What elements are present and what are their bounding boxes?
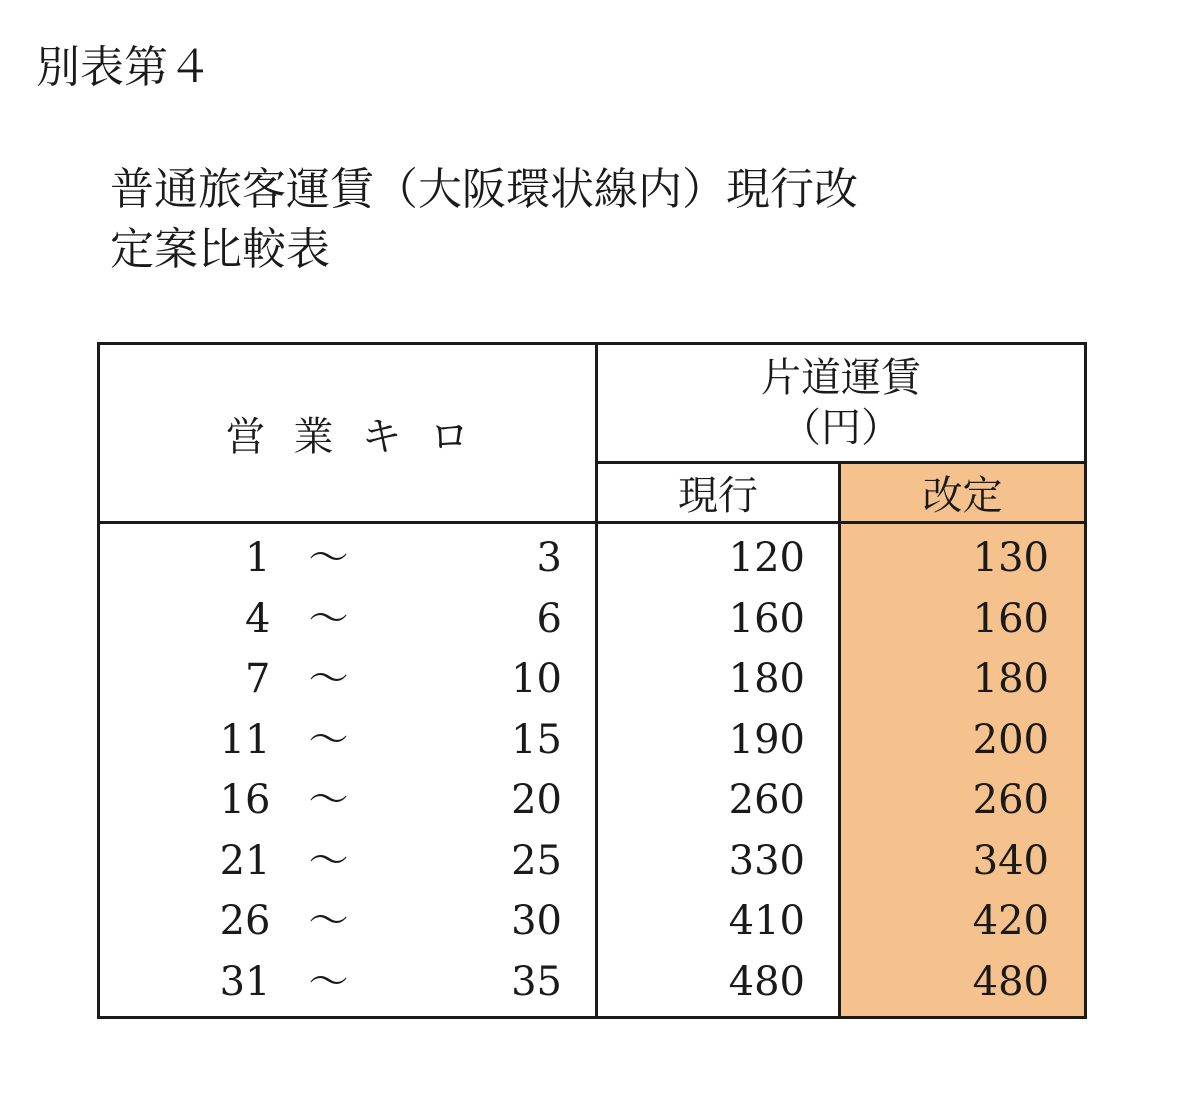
- km-from-cell: 1: [99, 523, 279, 589]
- km-range-separator: ～: [308, 777, 349, 824]
- current-fare-cell: 180: [597, 649, 840, 710]
- table-row: [99, 523, 1086, 589]
- revised-fare-cell: 200: [840, 710, 1086, 771]
- km-range-separator: ～: [308, 837, 349, 884]
- document-title: [110, 160, 858, 280]
- km-to-cell: 25: [379, 831, 597, 892]
- revised-fare-cell: 160: [840, 589, 1086, 650]
- table-row: [99, 589, 1086, 650]
- document-label: 別表第４: [36, 42, 212, 93]
- km-to-cell: 30: [379, 891, 597, 952]
- revised-fare-cell: 180: [840, 649, 1086, 710]
- table-row: [99, 770, 1086, 831]
- km-to-cell: 6: [379, 589, 597, 650]
- current-fare-cell: 260: [597, 770, 840, 831]
- km-range-separator: ～: [308, 656, 349, 703]
- revised-fare-cell: 420: [840, 891, 1086, 952]
- km-from-cell: 7: [99, 649, 279, 710]
- revised-fare-cell: 130: [840, 523, 1086, 589]
- current-fare-cell: 190: [597, 710, 840, 771]
- current-fare-cell: 330: [597, 831, 840, 892]
- km-range-separator: ～: [308, 898, 349, 945]
- current-fare-cell: 120: [597, 523, 840, 589]
- km-to-cell: 10: [379, 649, 597, 710]
- current-fare-cell: 480: [597, 952, 840, 1018]
- km-from-cell: 31: [99, 952, 279, 1018]
- table-row: [99, 891, 1086, 952]
- km-from-cell: 26: [99, 891, 279, 952]
- km-range-separator: ～: [279, 952, 379, 1018]
- revised-fare-cell: 340: [840, 831, 1086, 892]
- header-revised: 改定: [840, 463, 1086, 523]
- title-line-1: 普通旅客運賃（大阪環状線内）現行改: [110, 164, 858, 215]
- header-fare-unit: （円）: [781, 405, 901, 451]
- table-row: [99, 952, 1086, 1018]
- km-to-cell: 35: [379, 952, 597, 1018]
- km-range-separator: ～: [308, 716, 349, 763]
- revised-fare-cell: 260: [840, 770, 1086, 831]
- km-from-cell: 21: [99, 831, 279, 892]
- table-row: [99, 831, 1086, 892]
- header-operating-km: 営業キロ: [99, 344, 597, 523]
- header-current: 現行: [597, 463, 840, 523]
- km-to-cell: 3: [379, 523, 597, 589]
- revised-fare-cell: 480: [840, 952, 1086, 1018]
- current-fare-cell: 410: [597, 891, 840, 952]
- km-from-cell: 4: [99, 589, 279, 650]
- km-from-cell: 11: [99, 710, 279, 771]
- header-one-way-fare: [597, 344, 1086, 463]
- km-to-cell: 20: [379, 770, 597, 831]
- km-from-cell: 16: [99, 770, 279, 831]
- km-to-cell: 15: [379, 710, 597, 771]
- km-range-separator: ～: [308, 595, 349, 642]
- header-fare-label: 片道運賃: [761, 355, 921, 401]
- title-line-2: 定案比較表: [110, 224, 330, 275]
- table-row: [99, 649, 1086, 710]
- km-range-separator: ～: [308, 535, 349, 582]
- table-row: [99, 710, 1086, 771]
- current-fare-cell: 160: [597, 589, 840, 650]
- fare-comparison-table: [97, 342, 1087, 1019]
